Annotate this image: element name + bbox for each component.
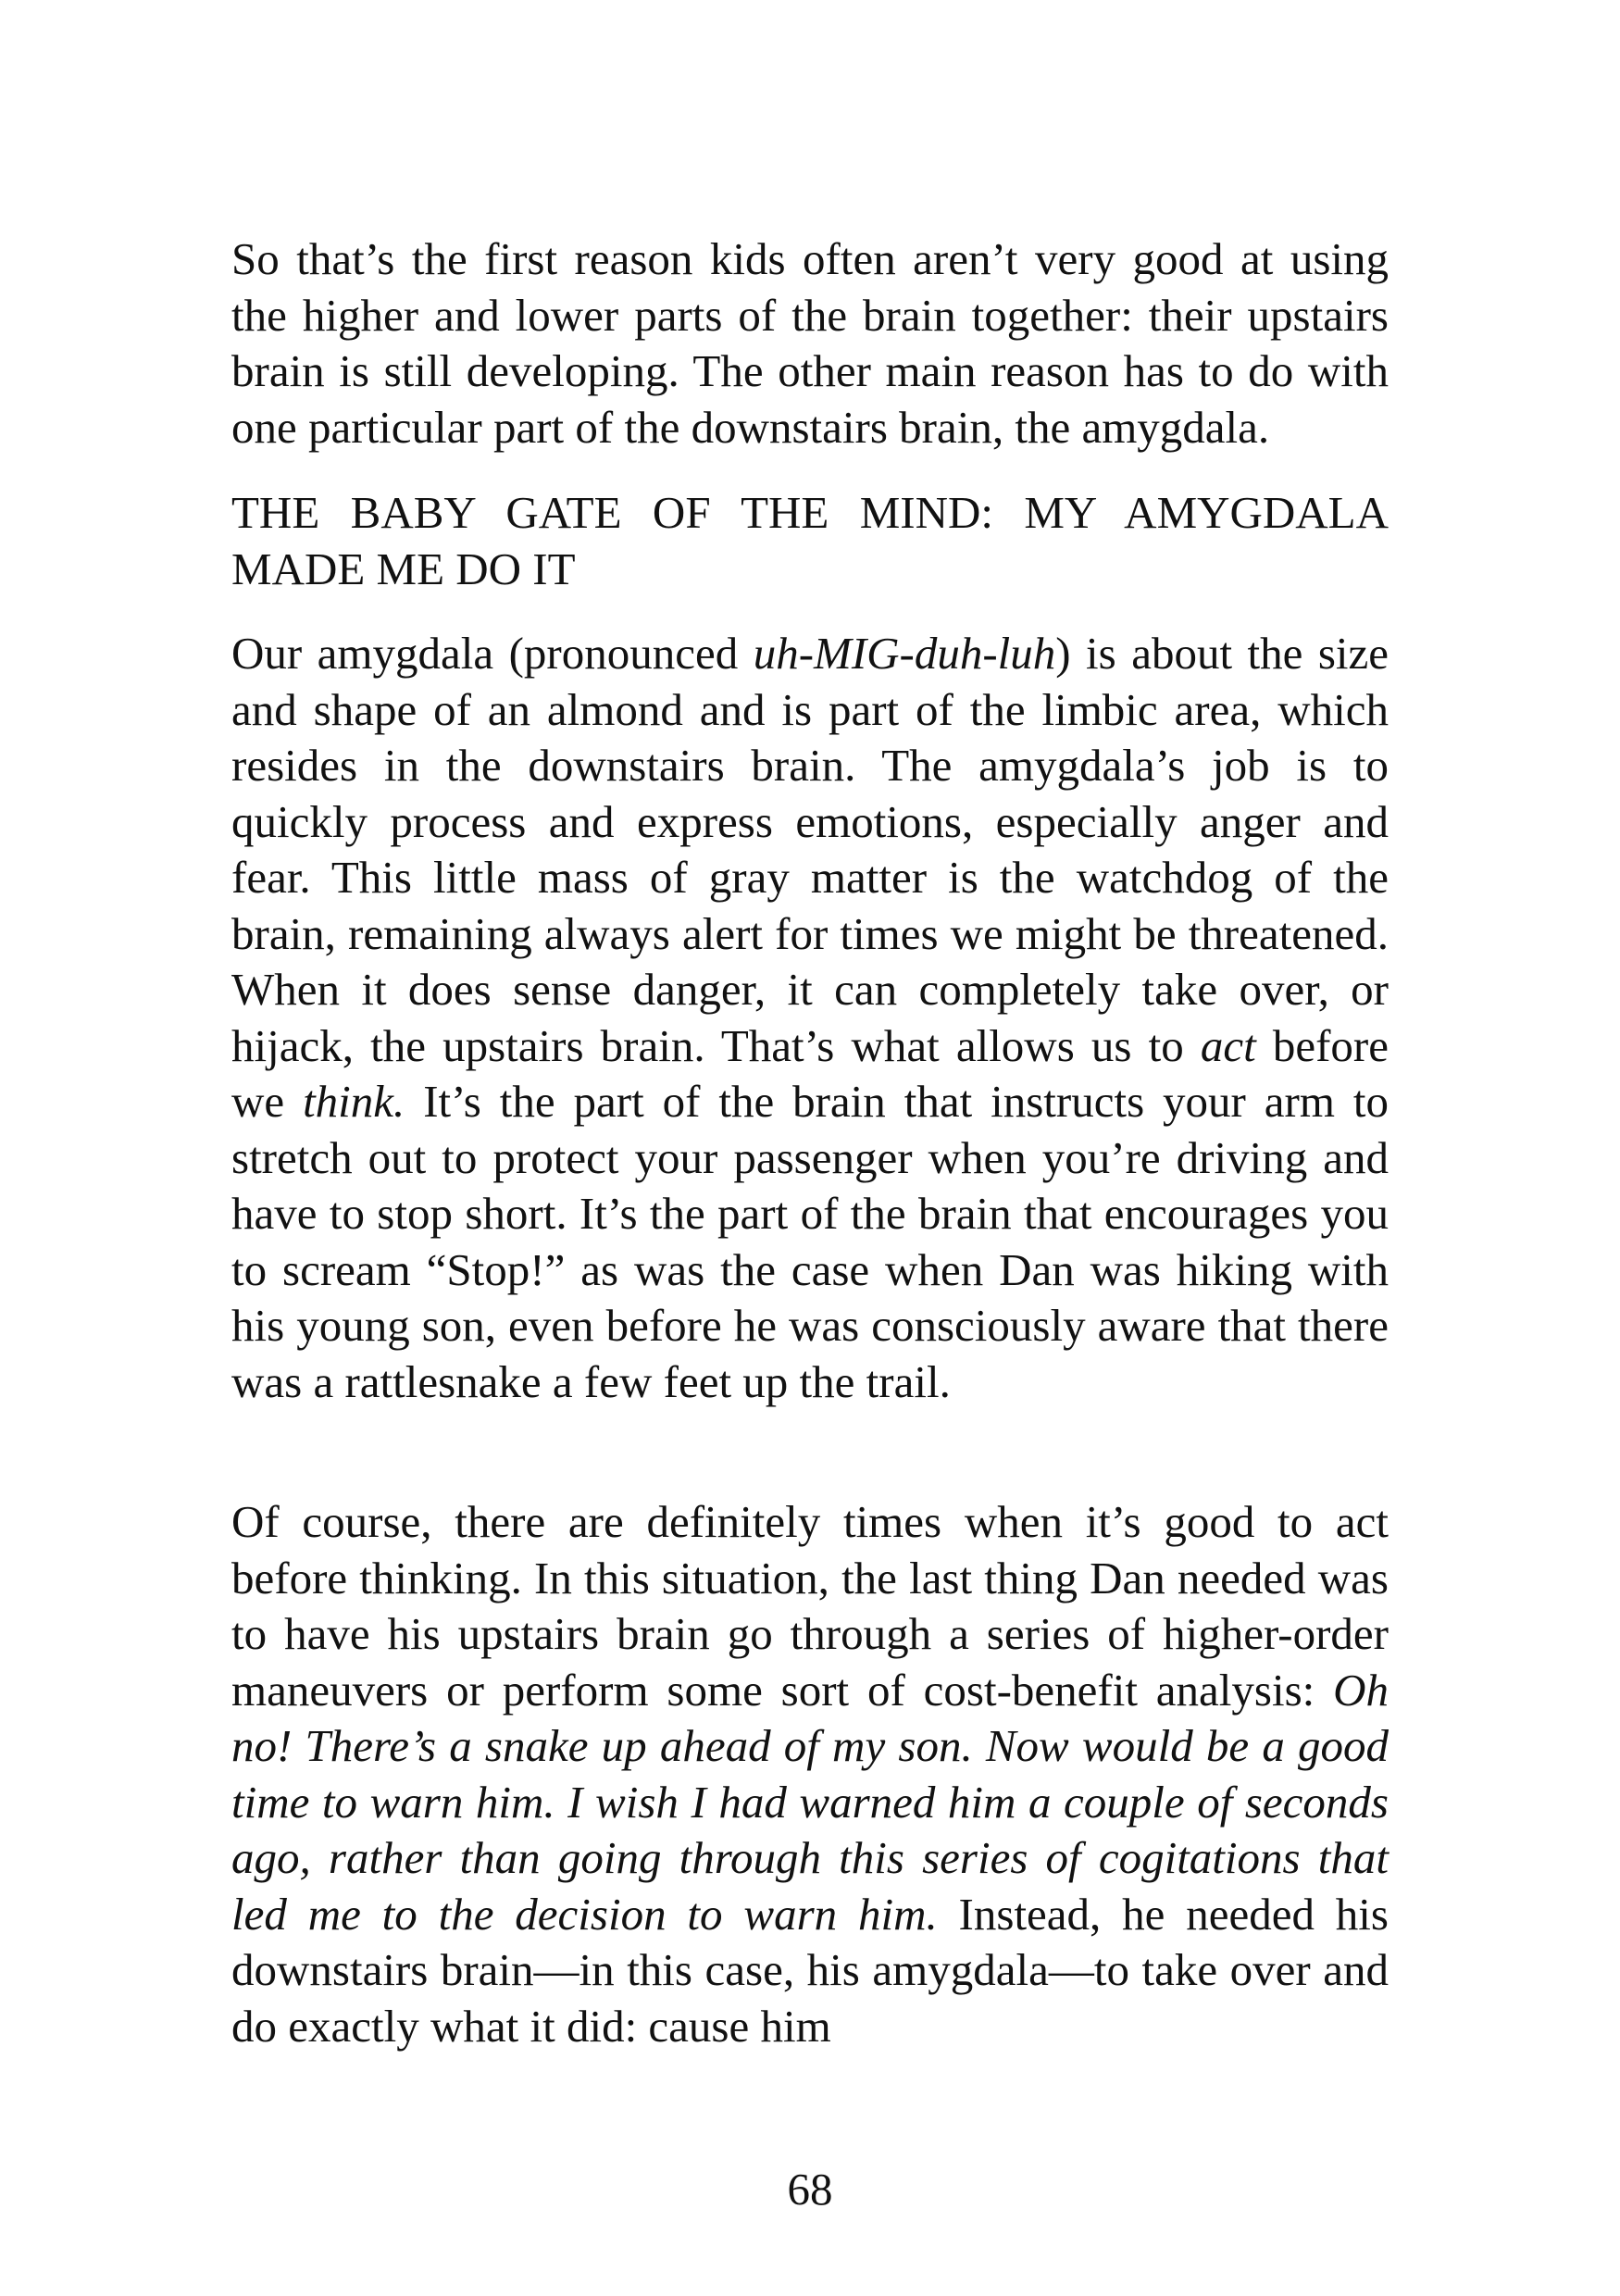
- paragraph-intro: So that’s the first reason kids often aren’t very good at using the higher and lower parts of the brain together: their upstairs brain is still developing. The other main reason has to do with one particular part of the downstairs brain, the amygdala.: [231, 233, 1389, 453]
- p3-text-1: Of course, there are definitely times when it’s good to act before thinking. In this situation, the last thing Dan needed was to have his upstairs brain go through a series of higher-order maneuvers or perform some sort of cost-benefit analysis:: [231, 1496, 1389, 1716]
- p3-inner-monologue: Oh no! There’s a snake up ahead of my son. Now would be a good time to warn him. I wish I had warned him a couple of seconds ago, rather than going through this series of cogitations that led me to the decision to warn him.: [231, 1664, 1389, 1940]
- p2-text-4: It’s the part of the brain that instructs your arm to stretch out to protect your passenger when you’re driving and have to stop short. It’s the part of the brain that encourages you to scream “Stop!” as was the case when Dan was hiking with his young son, even before he was consciously aware that there was a rattlesnake a few feet up the trail.: [231, 1076, 1389, 1407]
- p2-act-emphasis: act: [1200, 1019, 1256, 1071]
- p3-text-2: Instead, he needed his downstairs brain—in this case, his amygdala—to take over and do exactly what it did: cause him: [231, 1888, 1389, 2052]
- section-heading: THE BABY GATE OF THE MIND: MY AMYGDALA MADE ME DO IT: [231, 487, 1389, 594]
- p2-pronunciation: uh-MIG-duh-luh: [753, 628, 1056, 679]
- paragraph-amygdala: [231, 626, 1389, 1410]
- p2-text-3: before we: [231, 1019, 1389, 1127]
- page-number: 68: [787, 2164, 833, 2215]
- p2-text-2: ) is about the size and shape of an almond and is part of the limbic area, which resides in the downstairs brain. The amygdala’s job is to quickly process and express emotions, especially anger and fear. This little mass of gray matter is the watchdog of the brain, remaining always alert for times we might be threatened. When it does sense danger, it can completely take over, or hijack, the upstairs brain. That’s what allows us to: [231, 628, 1389, 1071]
- paragraph-act-before-thinking: [231, 1494, 1389, 2054]
- p2-think-emphasis: think.: [303, 1076, 405, 1127]
- p2-text-1: Our amygdala (pronounced: [231, 628, 754, 679]
